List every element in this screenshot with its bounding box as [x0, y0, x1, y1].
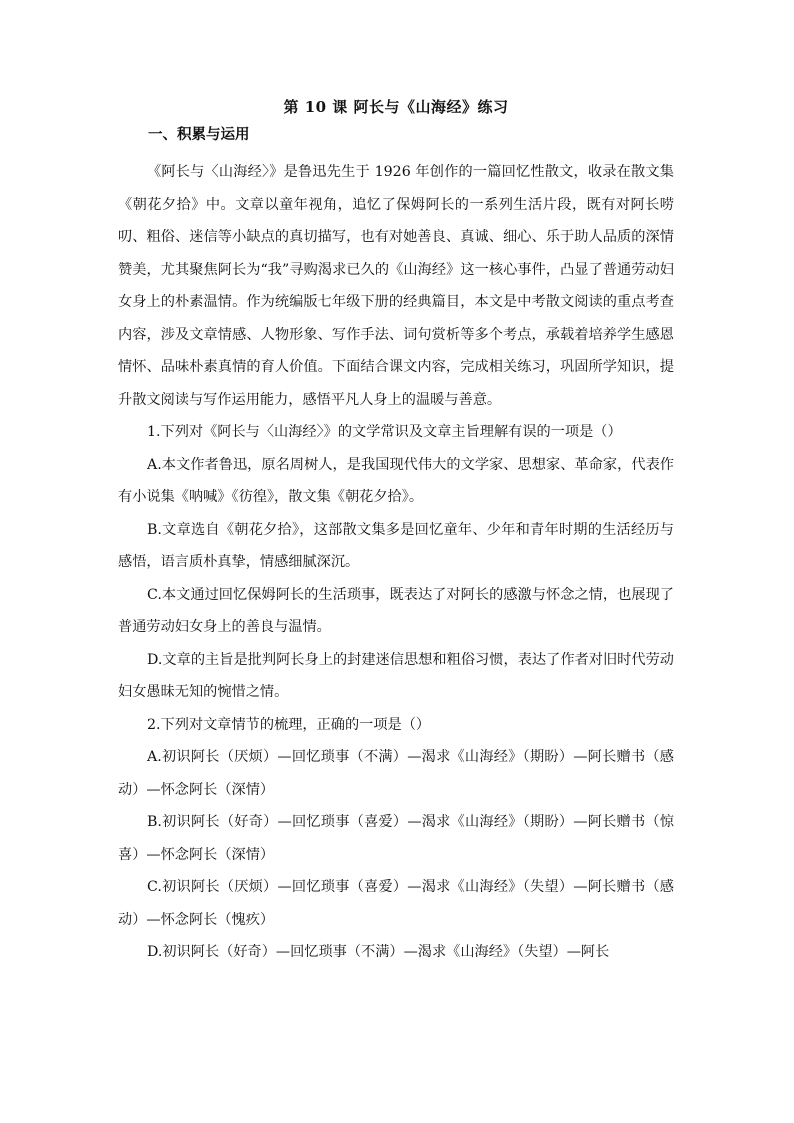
document-body [118, 96, 674, 969]
question-1-option-d: D.文章的主旨是批判阿长身上的封建迷信思想和粗俗习惯，表达了作者对旧时代劳动妇女愚昧无知的惋惜之情。 [118, 651, 674, 700]
section-heading: 一、积累与运用 [148, 126, 250, 143]
question-2-stem: 2.下列对文章情节的梳理，正确的一项是（） [147, 716, 431, 733]
question-2-option-b: B.初识阿长（好奇）—回忆琐事（喜爱）—渴求《山海经》（期盼）—阿长赠书（惊喜）—怀念阿长（深情） [118, 814, 674, 863]
page-title: 第 10 课 阿长与《山海经》练习 [283, 98, 509, 116]
question-2-option-d: D.初识阿长（好奇）—回忆琐事（不满）—渴求《山海经》（失望）—阿长 [147, 944, 610, 960]
question-2-option-a: A.初识阿长（厌烦）—回忆琐事（不满）—渴求《山海经》（期盼）—阿长赠书（感动）—怀念阿长（深情） [118, 749, 674, 798]
question-1-option-c: C.本文通过回忆保姆阿长的生活琐事，既表达了对阿长的感激与怀念之情，也展现了普通劳动妇女身上的善良与温情。 [118, 586, 674, 635]
question-2-option-c: C.初识阿长（厌烦）—回忆琐事（喜爱）—渴求《山海经》（失望）—阿长赠书（感动）—怀念阿长（愧疚） [118, 879, 674, 928]
question-1-stem: 1.下列对《阿长与〈山海经〉》的文学常识及文章主旨理解有误的一项是（） [147, 424, 622, 440]
question-1-option-b: B.文章选自《朝花夕拾》，这部散文集多是回忆童年、少年和青年时期的生活经历与感悟，语言质朴真挚，情感细腻深沉。 [118, 521, 674, 570]
question-1-option-a: A.本文作者鲁迅，原名周树人，是我国现代伟大的文学家、思想家、革命家，代表作有小说集《呐喊》《彷徨》，散文集《朝花夕拾》。 [118, 456, 674, 505]
intro-paragraph: 《阿长与〈山海经〉》是鲁迅先生于 1926 年创作的一篇回忆性散文，收录在散文集《朝花夕拾》中。文章以童年视角，追忆了保姆阿长的一系列生活片段，既有对阿长唠叨、粗俗、迷信等小缺点的真切描写，也有对她善良、真诚、细心、乐于助人品质的深情赞美，尤其聚焦阿长为“我”寻购渴求已久的《山海经》这一核心事件，凸显了普通劳动妇女身上的朴素温情。作为统编版七年级下册的经典篇目，本文是中考散文阅读的重点考查内容，涉及文章情感、人物形象、写作手法、词句赏析等多个考点，承载着培养学生感恩情怀、品味朴素真情的育人价值。下面结合课文内容，完成相关练习，巩固所学知识，提升散文阅读与写作运用能力，感悟平凡人身上的温暖与善意。 [118, 164, 674, 408]
